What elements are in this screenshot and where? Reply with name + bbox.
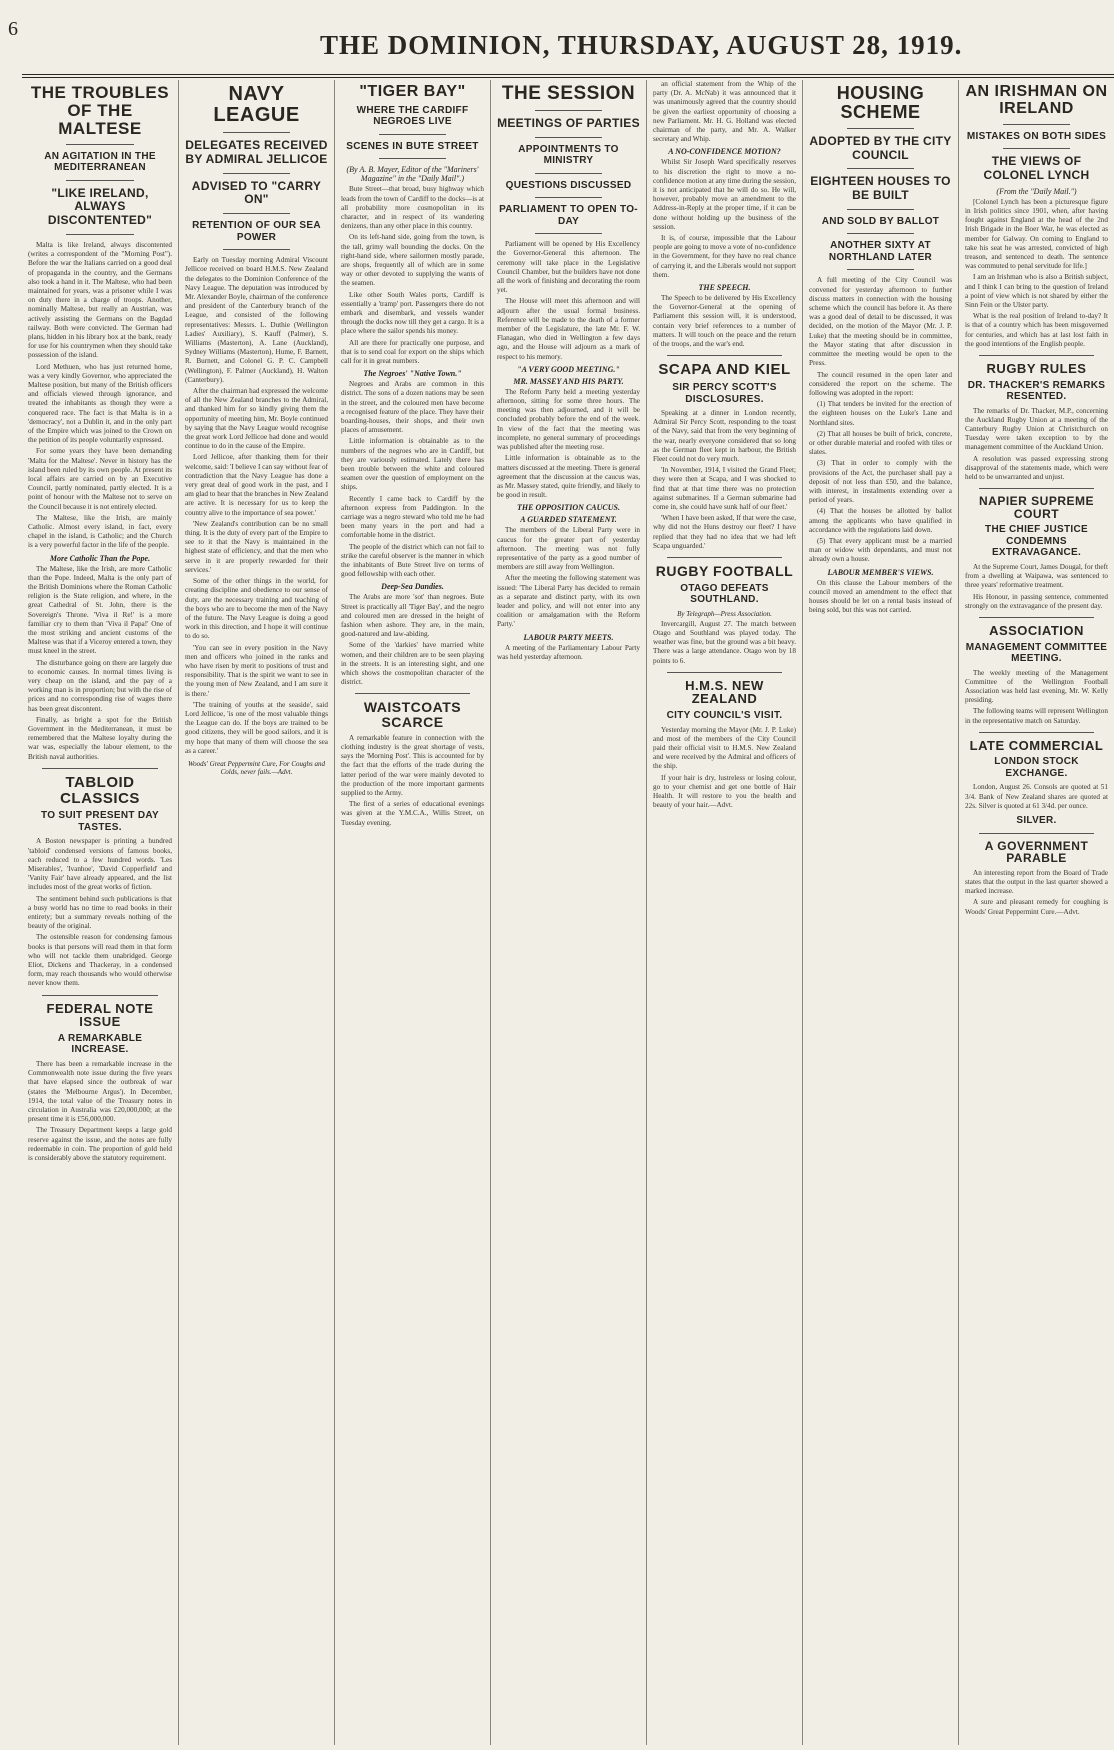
maltese-subhead: AN AGITATION IN THE MEDITERRANEAN (44, 150, 156, 174)
federal-subhead: A REMARKABLE INCREASE. (57, 1032, 143, 1056)
paragraph: Like other South Wales ports, Cardiff is essentially a 'tramp' port. Passengers there do not embark and disembark, and vessels wander through the docks now till they get a cargo. It is a place where the sailor spends his money. (341, 290, 484, 336)
paragraph: Lord Methuen, who has just returned home, was a very kindly Governor, who appreciated the Maltese position, but many of the British officers and officials viewed through ignorance, and treated the inhabitants as though they were a conquered race. The fact is that Malta is in a 'democracy', not a Dublin it, and in the only part of the Empire which was joined to the Crown on the petition of its people voluntarily expressed. (28, 362, 172, 445)
tigerbay-headline: "TIGER BAY" (359, 83, 466, 100)
paragraph: Yesterday morning the Mayor (Mr. J. P. Luke) and most of the members of the City Council paid their official visit to H.M.S. New Zealand and were received by the Admiral and officers of the ship. (653, 725, 796, 771)
session-subhead-2: APPOINTMENTS TO MINISTRY (518, 143, 619, 167)
napier-subhead: THE CHIEF JUSTICE CONDEMNS EXTRAVAGANCE. (985, 524, 1088, 559)
paragraph: Little information is obtainable as to the matters discussed at the meeting. There is general agreement that the discussion at the caucus was, as Mr. Massey stated, quite friendly, and likely to be good in result. (497, 454, 640, 500)
column-6 (802, 80, 958, 1745)
paragraph: What is the real position of Ireland to-day? It is that of a country which has been misgoverned for centuries, and which has at last lost faith in the good intentions of the English people. (965, 312, 1108, 348)
paragraph: The remarks of Dr. Thacker, M.P., concerning the Auckland Rugby Union at a meeting of the Canterbury Rugby Union at Christchurch on Tuesday were taken exception to by the management committee of the Auckland Union. (965, 406, 1108, 452)
hms-headline: H.M.S. NEW ZEALAND (685, 677, 764, 707)
divider (535, 233, 602, 234)
rugby-headline: RUGBY FOOTBALL (655, 563, 794, 580)
rugby-subhead: OTAGO DEFEATS SOUTHLAND. (680, 582, 769, 606)
paragraph: Bute Street—that broad, busy highway which leads from the town of Cardiff to the docks—is at all probability more cosmopolitan in its character, and in respect of its wandering denizens, than any other place in this country. (341, 185, 484, 231)
paragraph: The members of the Liberal Party were in caucus for the greater part of yesterday afternoon. The meeting was not fully representative of the party as a good number of members are still away from Wellington. (497, 526, 640, 572)
dateline: By Telegraph—Press Association. (677, 609, 772, 618)
paragraph: A resolution was passed expressing strong disapproval of the statements made, which were held to be unwarranted and unjust. (965, 454, 1108, 481)
divider (979, 355, 1094, 356)
columns (22, 80, 1114, 1745)
rugby-rules-headline: RUGBY RULES (986, 360, 1087, 376)
paragraph: The Arabs are more 'sot' than negroes. Bute Street is practically all 'Tiger Bay', and the negro and coloured men are dressed in the height of fashion when ashore. They are, in the main, good-natured and law-abiding. (341, 593, 484, 639)
column-7 (958, 80, 1114, 1745)
crosshead: THE SPEECH. (698, 283, 751, 293)
paragraph: After the chairman had expressed the welcome of all the New Zealand branches to the Admiral, and thanked him for so kindly giving them the opportunity of meeting him, Mr. Boyle continued by saying that the Navy League would recognise the great work Lord Jellicoe had done and would continue to do in the cause of the Empire. (185, 387, 328, 451)
paragraph: 'When I have been asked, If that were the case, why did not the Huns destroy our fleet? I have replied that they had no idea that we had left Scapa unguarded.' (653, 514, 796, 550)
maltese-headline: THE TROUBLES OF THE MALTESE (30, 83, 170, 138)
divider (535, 137, 602, 138)
silver-subhead: SILVER. (1016, 815, 1057, 827)
divider (979, 488, 1094, 489)
tabloid-subhead: TO SUIT PRESENT DAY TASTES. (41, 810, 159, 833)
tabloid-headline: TABLOID CLASSICS (60, 773, 140, 807)
masthead-rule (22, 74, 1114, 78)
paragraph: A remarkable feature in connection with the clothing industry is the great shortage of vests, says the 'Morning Post'. This is accounted for by the fact that the efforts of the trade during the latter period of the war were mainly devoted to the production of the more important garments supplied to the Army. (341, 733, 484, 798)
paragraph: Whilst Sir Joseph Ward specifically reserves to his discretion the right to move a no-confidence motion at any time during the session, it is not anticipated that he will do so. He will, however, probably move an amendment to the Address-in-Reply at the proper time, if it can be done without holding up the business of the session. (653, 158, 796, 231)
paragraph: The House will meet this afternoon and will adjourn after the usual formal business. Reference will be made to the death of a former member of the Legislature, the late Mr. F. W. Flanagan, who died in Wellington a few days ago, and the House will adjourn as a mark of respect to his memory. (497, 297, 640, 361)
scapa-headline: SCAPA AND KIEL (658, 361, 791, 379)
divider (847, 128, 914, 129)
byline: (From the "Daily Mail.") (996, 186, 1077, 196)
paragraph: The Maltese, like the Irish, are more Catholic than the Pope. Indeed, Malta is the only part of the British Dominions where the Roman Catholic religion is the State religion, and where, in the great Cathedral of St. John, there is the Sovereign's Throne. 'Viva il Re!' is a more familiar cry to them than 'Viva il Papa!' One of the most striking and ancient customs of the Maltese was that if a Viceroy entered a town, they must kneel in the street. (28, 564, 172, 656)
federal-headline: FEDERAL NOTE ISSUE (46, 1000, 154, 1030)
divider (223, 173, 290, 174)
paragraph: [Colonel Lynch has been a picturesque figure in Irish politics since 1901, when, after having fought against England at the head of the 2nd Irish Brigade in the Boer War, he was elected as member for Galway. On coming to England to take his seat he was arrested, convicted of high treason, and sentenced to death. The sentence was commuted to penal servitude for life.] (965, 197, 1108, 271)
paragraph: an official statement from the Whip of the party (Dr. A. McNab) it was announced that it was unanimously agreed that the country should be given the earliest opportunity of choosing a new Parliament. Mr. H. G. Holland was elected chairman of the party, and Mr. A. Walker secretary and Whip. (653, 80, 796, 144)
masthead-title: THE DOMINION, THURSDAY, AUGUST 28, 1919. (320, 30, 963, 60)
session-subhead-3: QUESTIONS DISCUSSED (505, 179, 632, 191)
paragraph: Lord Jellicoe, after thanking them for their welcome, said: 'I believe I can say without fear of contradiction that the Navy League has done a very great deal of good work in the past, and I am glad to hear that the branches in New Zealand are active. It is necessary for us to keep the country alive to the importance of sea power.' (185, 453, 328, 517)
napier-headline: NAPIER SUPREME COURT (978, 494, 1095, 521)
irish-subhead-2: THE VIEWS OF COLONEL LYNCH (983, 154, 1090, 182)
paragraph: The weekly meeting of the Management Committee of the Wellington Football Association was held last evening, Mr. W. Kelly presiding. (965, 668, 1108, 705)
paragraph: Some of the other things in the world, for creating discipline and obedience to our sense of duty, are the necessary training and teaching of the boys who are to become the men of the Navy of the future. The Navy League is doing a good work in this direction, and I hope it will continue to do so. (185, 577, 328, 641)
navy-headline: NAVY LEAGUE (213, 83, 300, 126)
hms-subhead: CITY COUNCIL'S VISIT. (666, 710, 783, 722)
divider (979, 732, 1094, 733)
divider (1003, 124, 1070, 125)
paragraph: Little information is obtainable as to the numbers of the negroes who are in Cardiff, but they are variously estimated. Lately there has been trouble between the white and coloured seamen over the question of employment on the ships. (341, 437, 484, 492)
column-2 (178, 80, 334, 1745)
paragraph: The following teams will represent Wellington in the representative match on Saturday. (965, 707, 1108, 725)
navy-subhead-3: RETENTION OF OUR SEA POWER (192, 220, 321, 243)
paragraph: 'The training of youths at the seaside', said Lord Jellicoe, 'is one of the most valuable things the League can do. If the boys are trained to be good citizens, they will be good sailors, and it is my hope that many of them will choose the sea as a career.' (185, 700, 328, 755)
housing-subhead-3: AND SOLD BY BALLOT (821, 215, 940, 227)
commercial-headline: LATE COMMERCIAL (969, 737, 1104, 753)
paragraph: A sure and pleasant remedy for coughing is Woods' Great Peppermint Cure.—Advt. (965, 898, 1108, 916)
paragraph: 'You can see in every position in the Navy men and officers who joined in the ranks and who have risen by merit to positions of trust and responsibility. That is the spirit we want to see in the young men of New Zealand, and I am sure it is there.' (185, 643, 328, 698)
paragraph: (5) That every applicant must be a married man or widow with dependants, and must not already own a house. (809, 536, 952, 564)
column-1 (22, 80, 178, 1745)
divider (66, 180, 134, 181)
housing-subhead-2: EIGHTEEN HOUSES TO BE BUILT (810, 174, 951, 203)
housing-subhead: ADOPTED BY THE CITY COUNCIL (809, 133, 952, 162)
paragraph: London, August 26. Consols are quoted at 51 3/4. Bank of New Zealand shares are quoted at 22s. Silver is quoted at 61 3/4d. per ounce. (965, 783, 1108, 810)
crosshead: Deep-Sea Dandies. (381, 582, 444, 592)
crosshead: More Catholic Than the Pope. (49, 553, 151, 563)
divider (979, 617, 1094, 618)
navy-subhead-2: ADVISED TO "CARRY ON" (191, 178, 322, 207)
session-headline: THE SESSION (501, 83, 636, 104)
paragraph: 'New Zealand's contribution can be no small thing. It is the duty of every part of the Empire to see to it that the Navy is maintained in the highest state of efficiency, and that the men who serve in it are properly rewarded for their services.' (185, 519, 328, 574)
paragraph: All are there for practically one purpose, and that is to send coal for export on the ships which call for it in great numbers. (341, 338, 484, 365)
association-subhead: MANAGEMENT COMMITTEE MEETING. (965, 641, 1108, 665)
commercial-subhead: LONDON STOCK EXCHANGE. (994, 756, 1079, 779)
column-4 (490, 80, 646, 1745)
paragraph: The council resumed in the open later and considered the report on the scheme. The following was adopted in the report: (809, 370, 952, 397)
paragraph: An interesting report from the Board of Trade states that the output in the last quarter showed a marked increase. (965, 868, 1108, 896)
divider (223, 213, 290, 214)
divider (379, 158, 446, 159)
paragraph: Some of the 'darkies' have married white women, and their children are to be seen playing in the streets. It is an interesting sight, and one which shows the cosmopolitan character of the district. (341, 641, 484, 687)
divider (667, 672, 782, 673)
paragraph: A meeting of the Parliamentary Labour Party was held yesterday afternoon. (497, 643, 640, 661)
paragraph: Invercargill, August 27. The match between Otago and Southland was played today. The weather was fine, but the ground was a bit heavy. There was a large attendance. Otago won by 18 points to 6. (653, 619, 796, 665)
paragraph: A Boston newspaper is printing a hundred 'tabloid' condensed versions of famous books, each reduced to a few hundred words. 'Les Miserables', 'Ivanhoe', 'David Copperfield' and 'Vanity Fair' have already appeared, and the list includes most of the great works of fiction. (28, 837, 172, 892)
paragraph: The people of the district which can not fail to strike the careful observer is the manner in which the inhabitants of Bute Street live on terms of good fellowship with each other. (341, 542, 484, 579)
column-3 (334, 80, 490, 1745)
paragraph: I am an Irishman who is also a British subject, and I think I can bring to the question of Ireland a point of view which is not shared by either the Sinn Fein or the Ulster party. (965, 273, 1108, 309)
paragraph: The Maltese, like the Irish, are mainly Catholic. Almost every island, in fact, every chapel in the island, is Catholic; and the Church is a very powerful factor in the life of the people. (28, 513, 172, 550)
paragraph: The first of a series of educational evenings was given at the Y.M.C.A., Willis Street, on Tuesday evening. (341, 800, 484, 827)
paragraph: 'In November, 1914, I visited the Grand Fleet; they were then at Scapa, and I was shocked to find that at that time there was no protection against submarines. If a German submarine had come in, she could have sunk half of our fleet.' (653, 466, 796, 512)
paragraph: At the Supreme Court, James Dougal, for theft from a dwelling at Waipawa, was sentenced to three years' reformative treatment. (965, 562, 1108, 590)
paragraph: There has been a remarkable increase in the Commonwealth note issue during the five years that have elapsed since the outbreak of war (states the 'Melbourne Argus'). In December, 1914, the total value of the Treasury notes in circulation in Australia was £20,000,000; at the present time it is £56,000,000. (28, 1059, 172, 1124)
rugby-rules-subhead: DR. THACKER'S REMARKS RESENTED. (967, 379, 1106, 403)
housing-subhead-4: ANOTHER SIXTY AT NORTHLAND LATER (828, 240, 933, 263)
crosshead: THE OPPOSITION CAUCUS. (517, 503, 620, 513)
divider (979, 833, 1094, 834)
irish-subhead: MISTAKES ON BOTH SIDES (966, 130, 1107, 142)
divider (667, 557, 782, 558)
paragraph: After the meeting the following statement was issued: 'The Liberal Party has decided to remain as a separate and distinct party, with its own leader and policy, and will not enter into any coalition or amalgamation with the Reform Party.' (497, 574, 640, 629)
paragraph: His Honour, in passing sentence, commented strongly on the extravagance of the present day. (965, 592, 1108, 610)
crosshead: A GUARDED STATEMENT. (520, 515, 617, 525)
crosshead: "A VERY GOOD MEETING." (517, 364, 620, 374)
crosshead: LABOUR PARTY MEETS. (523, 632, 614, 642)
divider (66, 234, 134, 235)
paragraph: The Treasury Department keeps a large gold reserve against the issue, and the notes are fully redeemable in coin. The proportion of gold held is considerably above the statutory requirement. (28, 1126, 172, 1162)
paragraph: The disturbance going on there are largely due to economic causes. In normal times living is very cheap on the island, and the pay of a working man is in proportion; but with the rise of prices and no corresponding rise of wages there has been great discontent. (28, 658, 172, 713)
divider (667, 355, 782, 356)
divider (535, 197, 602, 198)
paragraph: A full meeting of the City Council was convened for yesterday afternoon to further discuss matters in connection with the housing scheme which the council has before it. As there was a good deal of detail to be discussed, it was decided, on the motion of the Mayor (Mr. J. P. Luke) that the meeting should be in committee, the Mayor stating that after discussion in committee the meeting would be open to the Press. (809, 276, 952, 368)
paragraph: Negroes and Arabs are common in this district. The sons of a dozen nations may be seen in the street, and the coloured men have become a recognised feature of the place. They have their boarding-houses, their shops, and their own places of amusement. (341, 380, 484, 435)
crosshead: The Negroes' "Native Town." (363, 369, 462, 379)
divider (355, 693, 470, 694)
paragraph: The Speech to be delivered by His Excellency the Governor-General at the opening of Parliament this session will, it is understood, contain very brief references to a number of matters. It will touch on the peace and the return of the troops, and the war's end. (653, 294, 796, 349)
divider (535, 173, 602, 174)
paragraph: Parliament will be opened by His Excellency the Governor-General this afternoon. The ceremony will take place in the Legislative Council Chamber, but the builders have not done all the work of finishing and decorating the room yet. (497, 240, 640, 295)
paragraph: The sentiment behind such publications is that a busy world has no time to read books in their entirety; but a summary reveals nothing of the beauty of the original. (28, 894, 172, 931)
paragraph: The Reform Party held a meeting yesterday afternoon, sitting for some three hours. The meeting was then adjourned, and it will be concluded probably before the end of the week. In view of the fact that the meeting was incomplete, no general summary of proceedings was published after the meeting rose. (497, 387, 640, 452)
paragraph: If your hair is dry, lustreless or losing colour, go to your chemist and get one bottle of Hair Health. It will restore to you the health and beauty of your hair.—Advt. (653, 773, 796, 810)
waistcoats-headline: WAISTCOATS SCARCE (363, 699, 462, 731)
paragraph: On this clause the Labour members of the council moved an amendment to the effect that houses should be let on a rental basis instead of being sold, but this was not carried. (809, 578, 952, 615)
paragraph: On its left-hand side, going from the town, is the tall, grimy wall bounding the docks. On the right-hand side, where sailormen mostly parade, are shops, frequently all of which are in some way or other devoted to supplying the wants of the seamen. (341, 233, 484, 288)
paragraph: Early on Tuesday morning Admiral Viscount Jellicoe received on board H.M.S. New Zealand the delegates to the Dominion Conference of the Navy League. The deputation was introduced by Mr. Alexander Boyle, chairman of the conference and president of the Canterbury branch of the League, and consisted of the following representatives: Messrs. L. Duthie (Wellington Ladies' Auxiliary), S. Kauff (Palmer), S. Williams (Masterton), A. Lane (Auckland), Sydney Williams (Masterton), Hume, F. Barnett, R. Burnett, and Colonel G. P. C. Campbell (Wellington), F. Palmer (Auckland), H. Walton (Canterbury). (185, 256, 328, 384)
divider (847, 233, 914, 234)
tigerbay-subhead-2: SCENES IN BUTE STREET (346, 140, 479, 152)
divider (379, 134, 446, 135)
column-5 (646, 80, 802, 1745)
page-folio: 6 (8, 18, 18, 40)
parable-headline: A GOVERNMENT PARABLE (984, 838, 1089, 866)
crosshead: MR. MASSEY AND HIS PARTY. (513, 376, 624, 386)
housing-headline: HOUSING SCHEME (836, 83, 925, 122)
divider (42, 995, 158, 996)
divider (847, 168, 914, 169)
paragraph: Finally, as bright a spot for the British Government in the Mediterranean, it must be remembered that the Maltese loyalty during the war was, especially the labour element, to the British naval authorities. (28, 715, 172, 761)
byline: (By A. B. Mayer, Editor of the "Mariners' Magazine" in the "Daily Mail".) (346, 165, 479, 184)
divider (42, 768, 158, 769)
scapa-subhead: SIR PERCY SCOTT'S DISCLOSURES. (672, 382, 777, 405)
divider (223, 249, 290, 250)
maltese-subhead-2: "LIKE IRELAND, ALWAYS DISCONTENTED" (47, 185, 153, 228)
paragraph: (3) That in order to comply with the provisions of the Act, the purchaser shall pay a deposit of not less than £50, and the balance, with interest, in instalments extending over a period of years. (809, 459, 952, 505)
divider (223, 132, 290, 133)
divider (66, 144, 134, 145)
crosshead: A NO-CONFIDENCE MOTION? (668, 147, 781, 157)
paragraph: Malta is like Ireland, always discontented (writes a correspondent of the "Morning Post"). Before the war the Italians carried on a good deal of propaganda in the country, and the Germans also took a hand in it. The Maltese, who had been maintained for years, was a prisoner while I was on duty there in a charge of troops. Another, nominally Maltese, but really an Austrian, was actively assisting the Germans on the Bagdad railway. Both were convicted. The German had plans, hidden in his library box at the bank, ready for use for his countrymen when they should take possession of the island. (28, 240, 172, 360)
divider (535, 110, 602, 111)
divider (847, 269, 914, 270)
advertisement: Woods' Great Peppermint Cure, For Coughs and Colds, never fails.—Advt. (187, 759, 326, 776)
session-subhead-4: PARLIAMENT TO OPEN TO-DAY (499, 204, 638, 227)
irish-headline: AN IRISHMAN ON IRELAND (965, 83, 1108, 117)
divider (1003, 148, 1070, 149)
paragraph: (1) That tenders be invited for the erection of the eighteen houses on the Luke's Lane and Northland sites. (809, 400, 952, 427)
paragraph: It is, of course, impossible that the Labour people are going to move a vote of no-confidence in the Government, for they have no real chance of carrying it, and the Liberals would not support them. (653, 234, 796, 279)
session-subhead: MEETINGS OF PARTIES (497, 115, 640, 130)
crosshead: LABOUR MEMBER'S VIEWS. (827, 567, 934, 577)
paragraph: (2) That all houses be built of brick, concrete, or other durable material and roofed with tiles or slates. (809, 429, 952, 457)
paragraph: (4) That the houses be allotted by ballot among the applicants who have qualified in accordance with the regulations laid down. (809, 507, 952, 534)
paragraph: For some years they have been demanding 'Malta for the Maltese'. Never in history has the island been ruled by its own people. At present its local affairs are carried on by an Executive Council, partly nominated, partly elected. It is a point of honour with the Maltese not to serve on the Council because it is not entirely elected. (28, 447, 172, 511)
paragraph: Recently I came back to Cardiff by the afternoon express from Paddington. In the carriage was a negro steward who told me he had been many years in the port and had a comfortable home in the district. (341, 494, 484, 540)
association-headline: ASSOCIATION (989, 622, 1084, 638)
paragraph: Speaking at a dinner in London recently, Admiral Sir Percy Scott, responding to the toast of the Navy, said that from the very beginning of the war, nearly everyone considered that so long as the German fleet kept in harbour, the British Fleet could not do very much. (653, 409, 796, 464)
paragraph: The ostensible reason for condensing famous books is that persons will read them in that form who will not tackle them unabridged. George Eliot, Dickens and Thackeray, in a condensed form, may reach thousands who would otherwise never know them. (28, 933, 172, 988)
tigerbay-subhead: WHERE THE CARDIFF NEGROES LIVE (356, 104, 469, 128)
divider (847, 209, 914, 210)
navy-subhead: DELEGATES RECEIVED BY ADMIRAL JELLICOE (185, 138, 328, 166)
